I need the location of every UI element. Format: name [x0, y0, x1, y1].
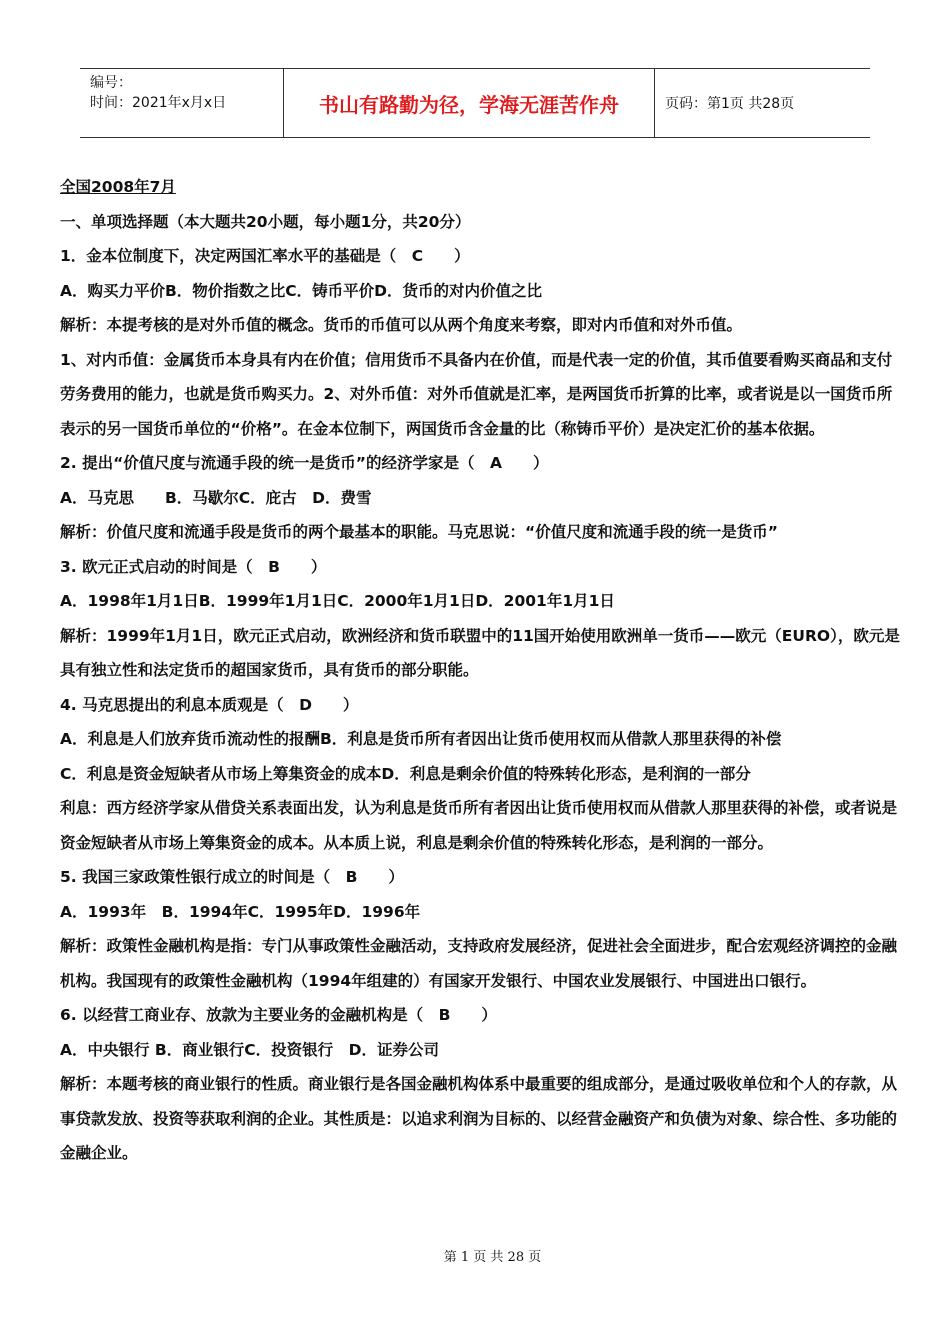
options-3: A．1998年1月1日B．1999年1月1日C．2000年1月1日D．2001年1月1日: [60, 592, 615, 610]
question-5: 5. 我国三家政策性银行成立的时间是（ B ）: [60, 868, 404, 886]
options-5: A．1993年 B．1994年C．1995年D．1996年: [60, 902, 421, 921]
question-3: 3. 欧元正式启动的时间是（ B ）: [60, 557, 327, 576]
document-body: [60, 170, 900, 1171]
document-time: 时间：2021年x月x日: [90, 95, 227, 111]
question-2: 2. 提出“价值尺度与流通手段的统一是货币”的经济学家是（ A ）: [60, 454, 549, 472]
page-footer: 第 1 页 共 28 页: [443, 1250, 542, 1265]
header-motto: 书山有路勤为径，学海无涯苦作舟: [283, 69, 655, 137]
question-1: 1．金本位制度下，决定两国汇率水平的基础是（ C ）: [60, 247, 470, 265]
section-title: 一、单项选择题（本大题共20小题，每小题1分，共20分）: [60, 212, 471, 231]
analysis-1: 解析：本提考核的是对外币值的概念。货币的币值可以从两个角度来考察，即对内币值和对外币值。: [60, 316, 743, 334]
analysis-1-detail: 1、对内币值：金属货币本身具有内在价值；信用货币不具备内在价值，而是代表一定的价值，其币值要看购买商品和支付劳务费用的能力，也就是货币购买力。2、对外币值：对外币值就是汇率，是两国货币折算的比率，或者说是以一国货币所表示的另一国货币单位的“价格”。在金本位制下，两国货币含金量的比（称铸币平价）是决定汇价的基本依据。: [60, 350, 893, 438]
exam-date: 全国2008年7月: [60, 178, 176, 196]
analysis-2: 解析：价值尺度和流通手段是货币的两个最基本的职能。马克思说：“价值尺度和流通手段的统一是货币”: [60, 523, 778, 541]
header-meta: [80, 69, 283, 137]
question-4: 4. 马克思提出的利息本质观是（ D ）: [60, 695, 359, 714]
options-4a: A．利息是人们放弃货币流动性的报酬B．利息是货币所有者因出让货币使用权而从借款人那里获得的补偿: [60, 730, 782, 748]
analysis-5: 解析：政策性金融机构是指：专门从事政策性金融活动，支持政府发展经济，促进社会全面进步，配合宏观经济调控的金融机构。我国现有的政策性金融机构（1994年组建的）有国家开发银行、中国农业发展银行、中国进出口银行。: [60, 937, 898, 990]
analysis-3: 解析：1999年1月1日，欧元正式启动，欧洲经济和货币联盟中的11国开始使用欧洲单一货币——欧元（EURO），欧元是具有独立性和法定货币的超国家货币，具有货币的部分职能。: [60, 626, 900, 679]
options-1: A．购买力平价B．物价指数之比C．铸币平价D．货币的对内价值之比: [60, 281, 543, 300]
header-page-number: 页码：第1页 共28页: [665, 96, 795, 112]
analysis-6: 解析：本题考核的商业银行的性质。商业银行是各国金融机构体系中最重要的组成部分，是通过吸收单位和个人的存款，从事贷款发放、投资等获取利润的企业。其性质是：以追求利润为目标的、以经营金融资产和负债为对象、综合性、多功能的金融企业。: [60, 1075, 898, 1162]
options-2: A．马克思 B．马歇尔C．庇古 D．费雪: [60, 488, 372, 507]
options-4b: C．利息是资金短缺者从市场上筹集资金的成本D．利息是剩余价值的特殊转化形态，是利润的一部分: [60, 764, 751, 783]
question-6: 6. 以经营工商业存、放款为主要业务的金融机构是（ B ）: [60, 1006, 497, 1024]
options-6: A．中央银行 B．商业银行C．投资银行 D．证券公司: [60, 1040, 439, 1059]
serial-number: 编号：: [90, 75, 132, 91]
page-header: [80, 68, 870, 138]
analysis-4: 利息：西方经济学家从借贷关系表面出发，认为利息是货币所有者因出让货币使用权而从借款人那里获得的补偿，或者说是资金短缺者从市场上筹集资金的成本。从本质上说，利息是剩余价值的特殊转化形态，是利润的一部分。: [60, 799, 898, 852]
